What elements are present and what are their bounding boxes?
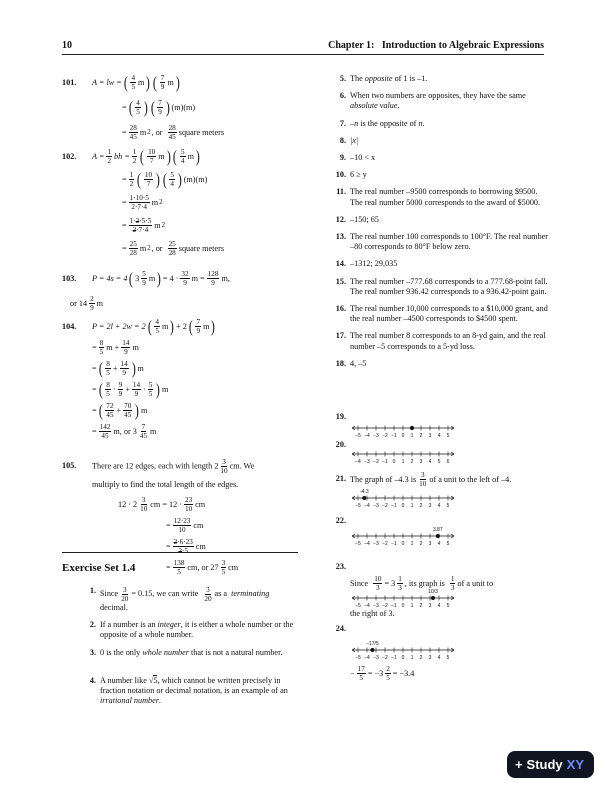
tick-label: 3: [428, 541, 432, 547]
tick-label: 5: [446, 541, 450, 547]
tick-label: 3: [428, 655, 432, 661]
tick-label: −2: [382, 541, 388, 547]
header-rule: [62, 54, 544, 55]
problem-103: 103. P = 4s = 4 ( 3 5 9 m ) = 4 · 32 9 m = 128 9 m, or 14 2 9 m: [62, 268, 230, 312]
tick-label: −3: [364, 459, 370, 465]
answer-10: 10. 6 ≥ y: [335, 170, 367, 180]
answer-24-text: − 17 5 = −3 2 5 = −3.4: [350, 665, 415, 682]
answer-22-label: 22.: [335, 516, 346, 525]
tick-label: 4: [437, 603, 441, 609]
tick-label: −1: [391, 655, 397, 661]
tick-label: 5: [446, 603, 450, 609]
tick-label: −5: [355, 433, 361, 439]
point-marker: [431, 596, 435, 600]
section-rule: [62, 552, 298, 553]
point-marker: [362, 496, 366, 500]
problem-102: 102. A = $\frac{1}{2}$ bh = $\frac{1}{2}$ ( 10 7 m ) ( 5 4 m ) = 1 2 ( 10 7 ) ( 5 4 ) (m)(m) = 1·10·5 2·7·4 m 2 = 1·2·5·5 2·7·4 m 2 = 25 28 m 2 , or 25 28 square meters: [62, 146, 225, 257]
left-column: [62, 68, 298, 582]
tick-label: 1: [410, 603, 414, 609]
number-line-20: [350, 446, 480, 470]
page-number: 10: [62, 40, 72, 51]
tick-label: 5: [437, 459, 441, 465]
tick-label: −3: [373, 655, 379, 661]
tick-label: −1: [391, 503, 397, 509]
tick-label: −3: [373, 433, 379, 439]
tick-label: −3: [373, 603, 379, 609]
answer-8: 8. |x|: [339, 135, 359, 145]
exercise-1: 1. Since $\frac{3}{20}$ = 0.15, we can write 3 20 as a terminating decimal.: [89, 586, 270, 612]
exercise-3: 3. 0 is the only whole number that is not a natural number.: [89, 648, 283, 657]
tick-label: −3: [373, 503, 379, 509]
tick-label: 2: [410, 459, 414, 465]
tick-label: 1: [401, 459, 405, 465]
tick-label: −2: [382, 433, 388, 439]
right-column: [330, 74, 548, 376]
tick-label: 0: [401, 433, 405, 439]
point-marker: [410, 426, 414, 430]
tick-label: 1: [410, 503, 414, 509]
number-line-24: [350, 636, 480, 666]
tick-label: 0: [392, 459, 396, 465]
answer-12: 12. –150; 65: [335, 214, 379, 224]
tick-label: −4: [364, 503, 370, 509]
point-label: 3.87: [432, 527, 443, 533]
tick-label: −4: [364, 433, 370, 439]
number-line-22: [350, 522, 480, 552]
tick-label: 0: [401, 503, 405, 509]
tick-label: 0: [401, 541, 405, 547]
tick-label: 2: [419, 655, 423, 661]
tick-label: −2: [382, 503, 388, 509]
tick-label: −4: [364, 655, 370, 661]
tick-label: 1: [410, 433, 414, 439]
point-marker: [370, 648, 374, 652]
point-marker: [436, 534, 440, 538]
tick-label: 0: [401, 655, 405, 661]
tick-label: 3: [428, 433, 432, 439]
tick-label: 2: [419, 433, 423, 439]
answer-16: 16. The real number 10,000 corresponds to a $10,000 grant, and the real number –4500 corresponds to $4500 spent.: [335, 304, 548, 324]
studyxy-logo: + Study XY: [507, 751, 594, 778]
answer-13: 13. The real number 100 corresponds to 100°F. The real number –80 corresponds to 80°F below zero.: [335, 232, 549, 252]
problem-101: 101. A = lw = ( 4 5 m ) ( 7 9 m ) = ( 4 5 ) ( 7 9 ) (m)(m) = 28 45 m 2 , or 28 45 square meters: [62, 72, 225, 141]
number-line-19: [350, 420, 480, 444]
point-label: -4.3: [359, 489, 369, 495]
plus-icon: +: [514, 757, 523, 772]
number-line-21: [350, 486, 480, 516]
tick-label: 4: [437, 503, 441, 509]
tick-label: 3: [428, 603, 432, 609]
tick-label: 4: [428, 459, 432, 465]
exercise-4: 4. A number like √5, which cannot be written precisely in fraction notation or decimal notation, is an example of an irrational number.: [89, 676, 288, 706]
tick-label: −2: [373, 459, 379, 465]
problem-105: 105. There are 12 edges, each with length 2 $\frac{3}{10}$ cm. We multiply to find the total length of the edges. 12 · 2 3 10 cm = 12 · 23 10 cm = 12·23 10 cm = 2·6·23 2·5 cm = 138 5 cm, or 27 3 5 cm: [62, 458, 255, 576]
answer-11: 11. The real number –9500 corresponds to borrowing $9500. The real number 5000 corresponds to the award of $5000.: [336, 187, 541, 207]
answer-9: 9. –10 < x: [339, 153, 376, 163]
problem-104: 104. P = 2l + 2w = 2 ( 4 5 m ) + 2 ( 7 9 m ) = 8 5 m + 14 9 m = ( 8 5 + 14 9 ) m = ( 8 5 · 9 9 + 14 9 · 5 5 ) m = ( 72 45 + 70 45 ) m = 142 45 m, or 3 7 45 m: [62, 316, 216, 440]
answer-7: 7. –n is the opposite of n.: [339, 118, 425, 128]
tick-label: 5: [446, 655, 450, 661]
answer-21-text: The graph of –4.3 is 3 10 of a unit to the left of –4.: [350, 471, 512, 488]
answer-20-label: 20.: [335, 440, 346, 449]
tick-label: −5: [355, 541, 361, 547]
tick-label: 0: [401, 603, 405, 609]
tick-label: −5: [355, 503, 361, 509]
point-label: 10/3: [428, 589, 438, 595]
tick-label: 5: [446, 433, 450, 439]
tick-label: 1: [410, 655, 414, 661]
tick-label: 2: [419, 541, 423, 547]
tick-label: 3: [428, 503, 432, 509]
tick-label: 4: [437, 541, 441, 547]
answer-6: 6. When two numbers are opposites, they have the same absolute value.: [339, 91, 526, 111]
tick-label: 5: [446, 503, 450, 509]
answer-14: 14. –1312; 29,035: [335, 259, 398, 269]
answer-15: 15. The real number –777.68 corresponds to a 777.68-point fall. The real number 936.42 corresponds to a 936.42-point gain.: [335, 276, 548, 296]
answer-24-label: 24.: [335, 624, 346, 633]
exercise-2: 2. If a number is an integer, it is either a whole number or the opposite of a whole number.: [89, 620, 294, 640]
section-title: Exercise Set 1.4: [62, 562, 136, 574]
tick-label: −4: [364, 541, 370, 547]
tick-label: −1: [391, 603, 397, 609]
point-label: −17/5: [366, 641, 379, 647]
tick-label: −4: [364, 603, 370, 609]
tick-label: −2: [382, 655, 388, 661]
tick-label: 2: [419, 603, 423, 609]
answer-23-text-2: the right of 3.: [350, 609, 395, 618]
tick-label: −5: [355, 603, 361, 609]
tick-label: −4: [355, 459, 361, 465]
tick-label: −1: [391, 433, 397, 439]
tick-label: −3: [373, 541, 379, 547]
tick-label: 1: [410, 541, 414, 547]
number-line-23: [350, 582, 480, 614]
chapter-title: Chapter 1: Introduction to Algebraic Expressions: [328, 40, 544, 51]
answer-21-label: 21.: [335, 474, 346, 483]
tick-label: 2: [419, 503, 423, 509]
answer-18: 18. 4, –5: [335, 358, 367, 368]
tick-label: −1: [391, 541, 397, 547]
answer-23-label: 23.: [335, 562, 346, 571]
tick-label: 4: [437, 655, 441, 661]
answer-5: 5. The opposite of 1 is –1.: [339, 74, 428, 83]
answer-17: 17. The real number 8 corresponds to an 8-yd gain, and the real number –5 corresponds to a 5-yd loss.: [335, 331, 546, 351]
tick-label: 3: [419, 459, 423, 465]
tick-label: −1: [382, 459, 388, 465]
tick-label: −2: [382, 603, 388, 609]
tick-label: 4: [437, 433, 441, 439]
answer-23-text: Since 10 3 = 3 1 3 , its graph is 1 3 of a unit to: [350, 575, 494, 592]
tick-label: 6: [446, 459, 450, 465]
tick-label: −5: [355, 655, 361, 661]
answer-19-label: 19.: [335, 412, 346, 421]
